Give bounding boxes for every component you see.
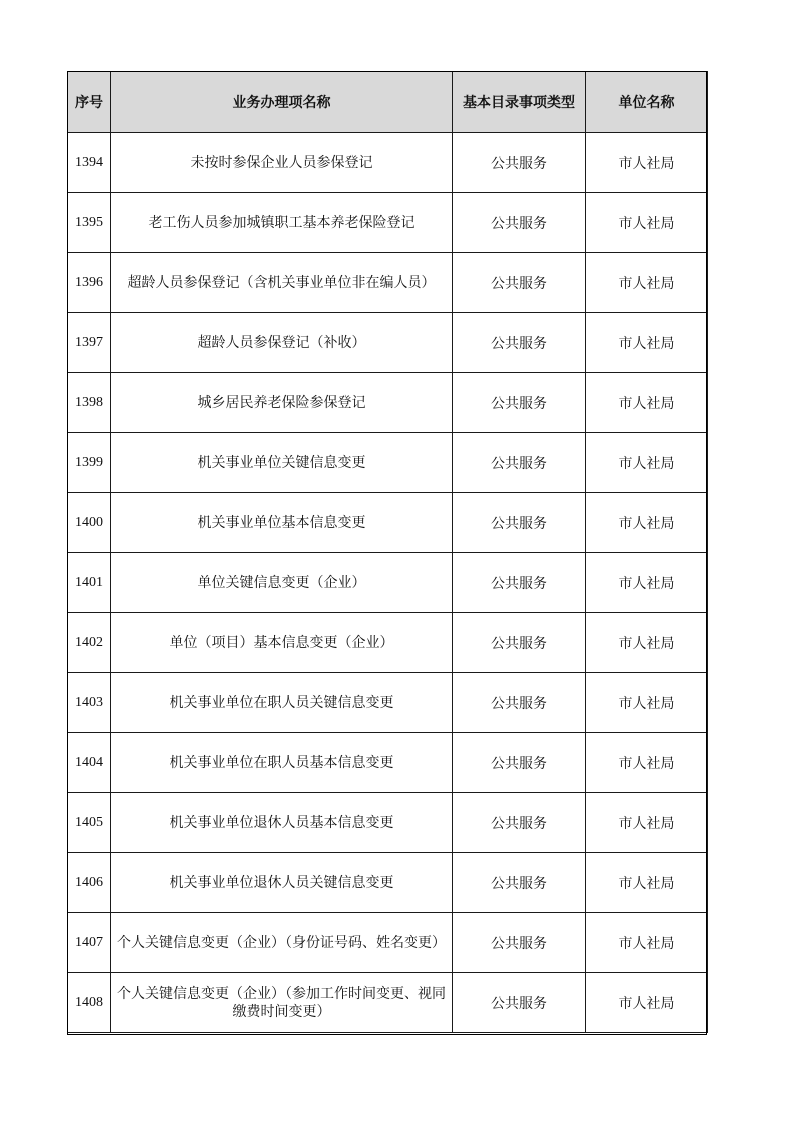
- row-name: 城乡居民养老保险参保登记: [111, 373, 453, 433]
- row-type: 公共服务: [453, 553, 586, 613]
- table-row: [68, 133, 708, 193]
- row-type: 公共服务: [453, 493, 586, 553]
- row-type: 公共服务: [453, 433, 586, 493]
- row-name: 个人关键信息变更（企业）（参加工作时间变更、视同缴费时间变更）: [111, 973, 453, 1033]
- row-name: 超龄人员参保登记（含机关事业单位非在编人员）: [111, 253, 453, 313]
- row-type: 公共服务: [453, 793, 586, 853]
- row-type: 公共服务: [453, 313, 586, 373]
- row-name: 机关事业单位在职人员关键信息变更: [111, 673, 453, 733]
- table-row: [68, 733, 708, 793]
- row-name: 机关事业单位在职人员基本信息变更: [111, 733, 453, 793]
- row-unit: 市人社局: [586, 913, 708, 973]
- row-unit: 市人社局: [586, 193, 708, 253]
- row-seq: 1401: [68, 553, 111, 613]
- row-unit: 市人社局: [586, 493, 708, 553]
- row-type: 公共服务: [453, 733, 586, 793]
- table-body: [68, 133, 708, 1033]
- table-row: [68, 253, 708, 313]
- row-unit: 市人社局: [586, 973, 708, 1033]
- row-unit: 市人社局: [586, 673, 708, 733]
- row-name: 单位（项目）基本信息变更（企业）: [111, 613, 453, 673]
- row-name: 个人关键信息变更（企业）（身份证号码、姓名变更）: [111, 913, 453, 973]
- table-row: [68, 193, 708, 253]
- row-unit: 市人社局: [586, 613, 708, 673]
- row-unit: 市人社局: [586, 733, 708, 793]
- header-seq: 序号: [68, 72, 111, 133]
- row-seq: 1405: [68, 793, 111, 853]
- row-seq: 1394: [68, 133, 111, 193]
- row-type: 公共服务: [453, 133, 586, 193]
- row-type: 公共服务: [453, 373, 586, 433]
- row-name: 机关事业单位基本信息变更: [111, 493, 453, 553]
- header-name: 业务办理项名称: [111, 72, 453, 133]
- row-name: 超龄人员参保登记（补收）: [111, 313, 453, 373]
- row-unit: 市人社局: [586, 553, 708, 613]
- row-seq: 1407: [68, 913, 111, 973]
- table-row: [68, 493, 708, 553]
- row-seq: 1399: [68, 433, 111, 493]
- row-seq: 1397: [68, 313, 111, 373]
- row-name: 单位关键信息变更（企业）: [111, 553, 453, 613]
- table-row: [68, 433, 708, 493]
- row-seq: 1408: [68, 973, 111, 1033]
- row-unit: 市人社局: [586, 853, 708, 913]
- row-type: 公共服务: [453, 193, 586, 253]
- table-row: [68, 553, 708, 613]
- row-unit: 市人社局: [586, 373, 708, 433]
- row-unit: 市人社局: [586, 433, 708, 493]
- row-seq: 1395: [68, 193, 111, 253]
- row-seq: 1400: [68, 493, 111, 553]
- table-row: [68, 313, 708, 373]
- row-seq: 1406: [68, 853, 111, 913]
- row-type: 公共服务: [453, 853, 586, 913]
- row-type: 公共服务: [453, 973, 586, 1033]
- row-name: 机关事业单位关键信息变更: [111, 433, 453, 493]
- row-name: 机关事业单位退休人员基本信息变更: [111, 793, 453, 853]
- table-row: [68, 853, 708, 913]
- row-seq: 1396: [68, 253, 111, 313]
- row-unit: 市人社局: [586, 133, 708, 193]
- row-type: 公共服务: [453, 913, 586, 973]
- row-seq: 1404: [68, 733, 111, 793]
- row-name: 未按时参保企业人员参保登记: [111, 133, 453, 193]
- header-unit: 单位名称: [586, 72, 708, 133]
- row-seq: 1403: [68, 673, 111, 733]
- header-type: 基本目录事项类型: [453, 72, 586, 133]
- row-type: 公共服务: [453, 613, 586, 673]
- table-row: [68, 973, 708, 1033]
- row-type: 公共服务: [453, 253, 586, 313]
- table-row: [68, 793, 708, 853]
- table-row: [68, 613, 708, 673]
- table-row: [68, 673, 708, 733]
- row-unit: 市人社局: [586, 793, 708, 853]
- row-type: 公共服务: [453, 673, 586, 733]
- row-seq: 1398: [68, 373, 111, 433]
- header-row: [68, 72, 708, 133]
- services-table: [67, 71, 708, 1033]
- row-unit: 市人社局: [586, 253, 708, 313]
- row-seq: 1402: [68, 613, 111, 673]
- row-unit: 市人社局: [586, 313, 708, 373]
- row-name: 机关事业单位退休人员关键信息变更: [111, 853, 453, 913]
- table-row: [68, 913, 708, 973]
- table-row: [68, 373, 708, 433]
- row-name: 老工伤人员参加城镇职工基本养老保险登记: [111, 193, 453, 253]
